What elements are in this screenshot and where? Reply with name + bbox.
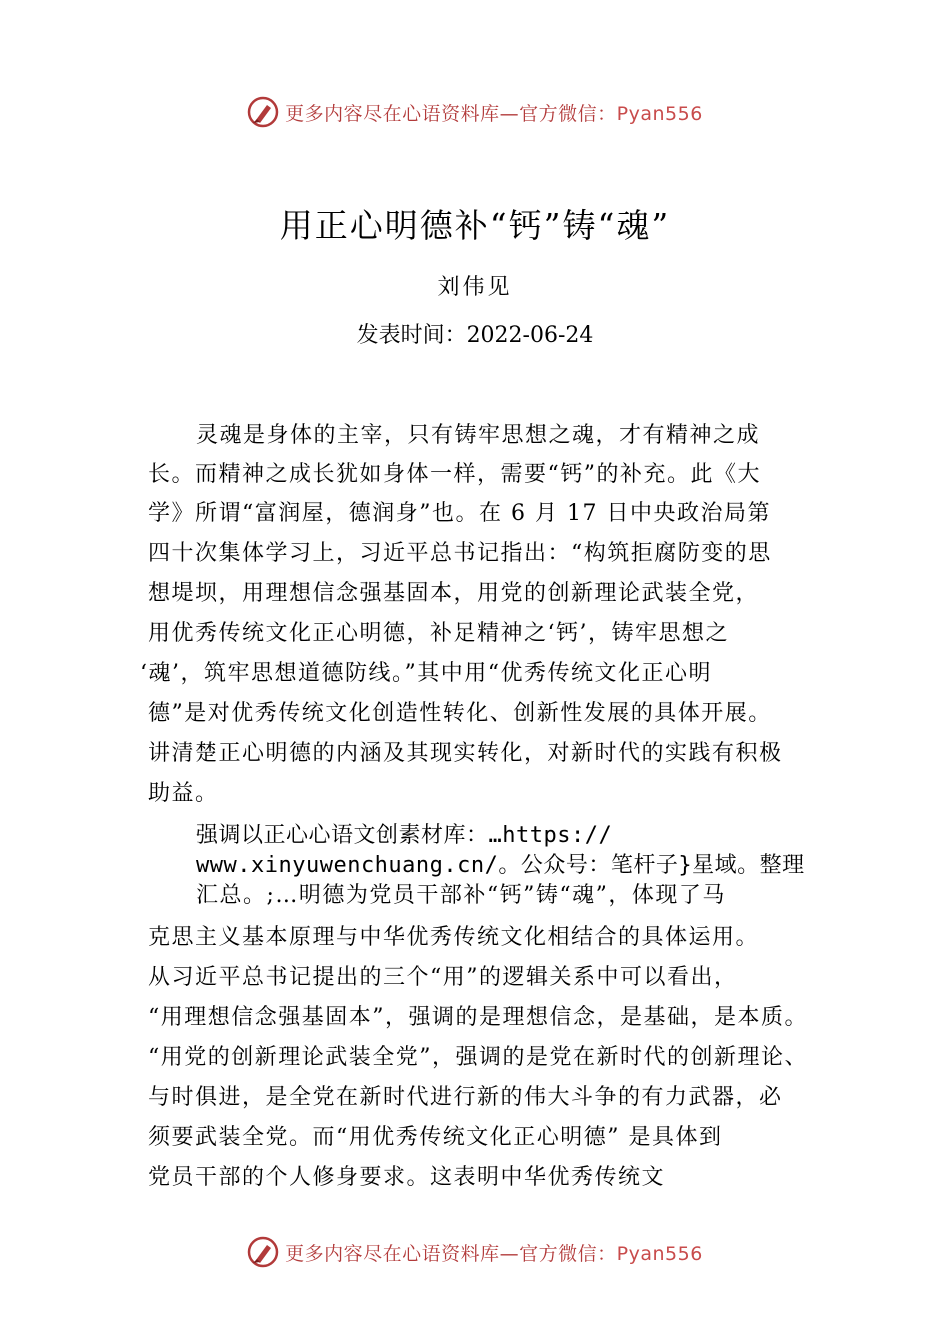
body-line: 须要武装全党。而“用优秀传统文化正心明德” 是具体到 <box>148 1125 723 1150</box>
body-line: 德”是对优秀传统文化创造性转化、创新性发展的具体开展。 <box>148 701 772 726</box>
body-line: 想堤坝，用理想信念强基固本，用党的创新理论武装全党， <box>148 581 760 606</box>
body-line: 与时俱进，是全党在新时代进行新的伟大斗争的有力武器，必 <box>148 1085 783 1110</box>
body-line: www.xinyuwenchuang.cn/。公众号：笔杆子}星域。整理 <box>196 853 805 878</box>
body-line: 党员干部的个人修身要求。这表明中华优秀传统文 <box>148 1165 666 1190</box>
pen-nib-logo-icon <box>247 96 279 128</box>
body-line: ‘魂’，筑牢思想道德防线。”其中用“优秀传统文化正心明 <box>140 661 712 686</box>
body-line: 助益。 <box>148 781 219 806</box>
body-line: “用理想信念强基固本”，强调的是理想信念，是基础，是本质。 <box>148 1005 808 1030</box>
footer-banner <box>0 1236 950 1268</box>
body-line: 讲清楚正心明德的内涵及其现实转化，对新时代的实践有积极 <box>148 741 783 766</box>
pen-nib-logo-icon <box>247 1236 279 1268</box>
body-line: 用优秀传统文化正心明德，补足精神之‘钙’，铸牢思想之 <box>148 621 729 646</box>
wechat-id: Pyan556 <box>616 1242 703 1265</box>
footer-banner-text: 更多内容尽在心语资料库—官方微信：Pyan556 <box>285 1242 703 1265</box>
publish-date: 发表时间：2022-06-24 <box>356 323 594 348</box>
body-line: 强调以正心心语文创素材库：…https:// <box>196 823 613 848</box>
header-banner-text: 更多内容尽在心语资料库—官方微信：Pyan556 <box>285 102 703 125</box>
body-line: “用党的创新理论武装全党”，强调的是党在新时代的创新理论、 <box>148 1045 808 1070</box>
wechat-id: Pyan556 <box>616 102 703 125</box>
header-banner <box>0 96 950 128</box>
body-line: 汇总。;…明德为党员干部补“钙”铸“魂”，体现了马 <box>196 883 726 908</box>
body-line: 长。而精神之成长犹如身体一样，需要“钙”的补充。此《大 <box>148 462 761 487</box>
body-line: 克思主义基本原理与中华优秀传统文化相结合的具体运用。 <box>148 925 760 950</box>
body-line: 从习近平总书记提出的三个“用”的逻辑关系中可以看出， <box>148 965 738 990</box>
body-line: 四十次集体学习上，习近平总书记指出：“构筑拒腐防变的思 <box>148 541 772 566</box>
body-line: 灵魂是身体的主宰，只有铸牢思想之魂，才有精神之成 <box>196 423 761 448</box>
article-title: 用正心明德补“钙”铸“魂” <box>279 206 671 245</box>
article-author: 刘伟见 <box>437 275 513 300</box>
body-line: 学》所谓“富润屋，德润身”也。在 6 月 17 日中央政治局第 <box>148 501 771 526</box>
